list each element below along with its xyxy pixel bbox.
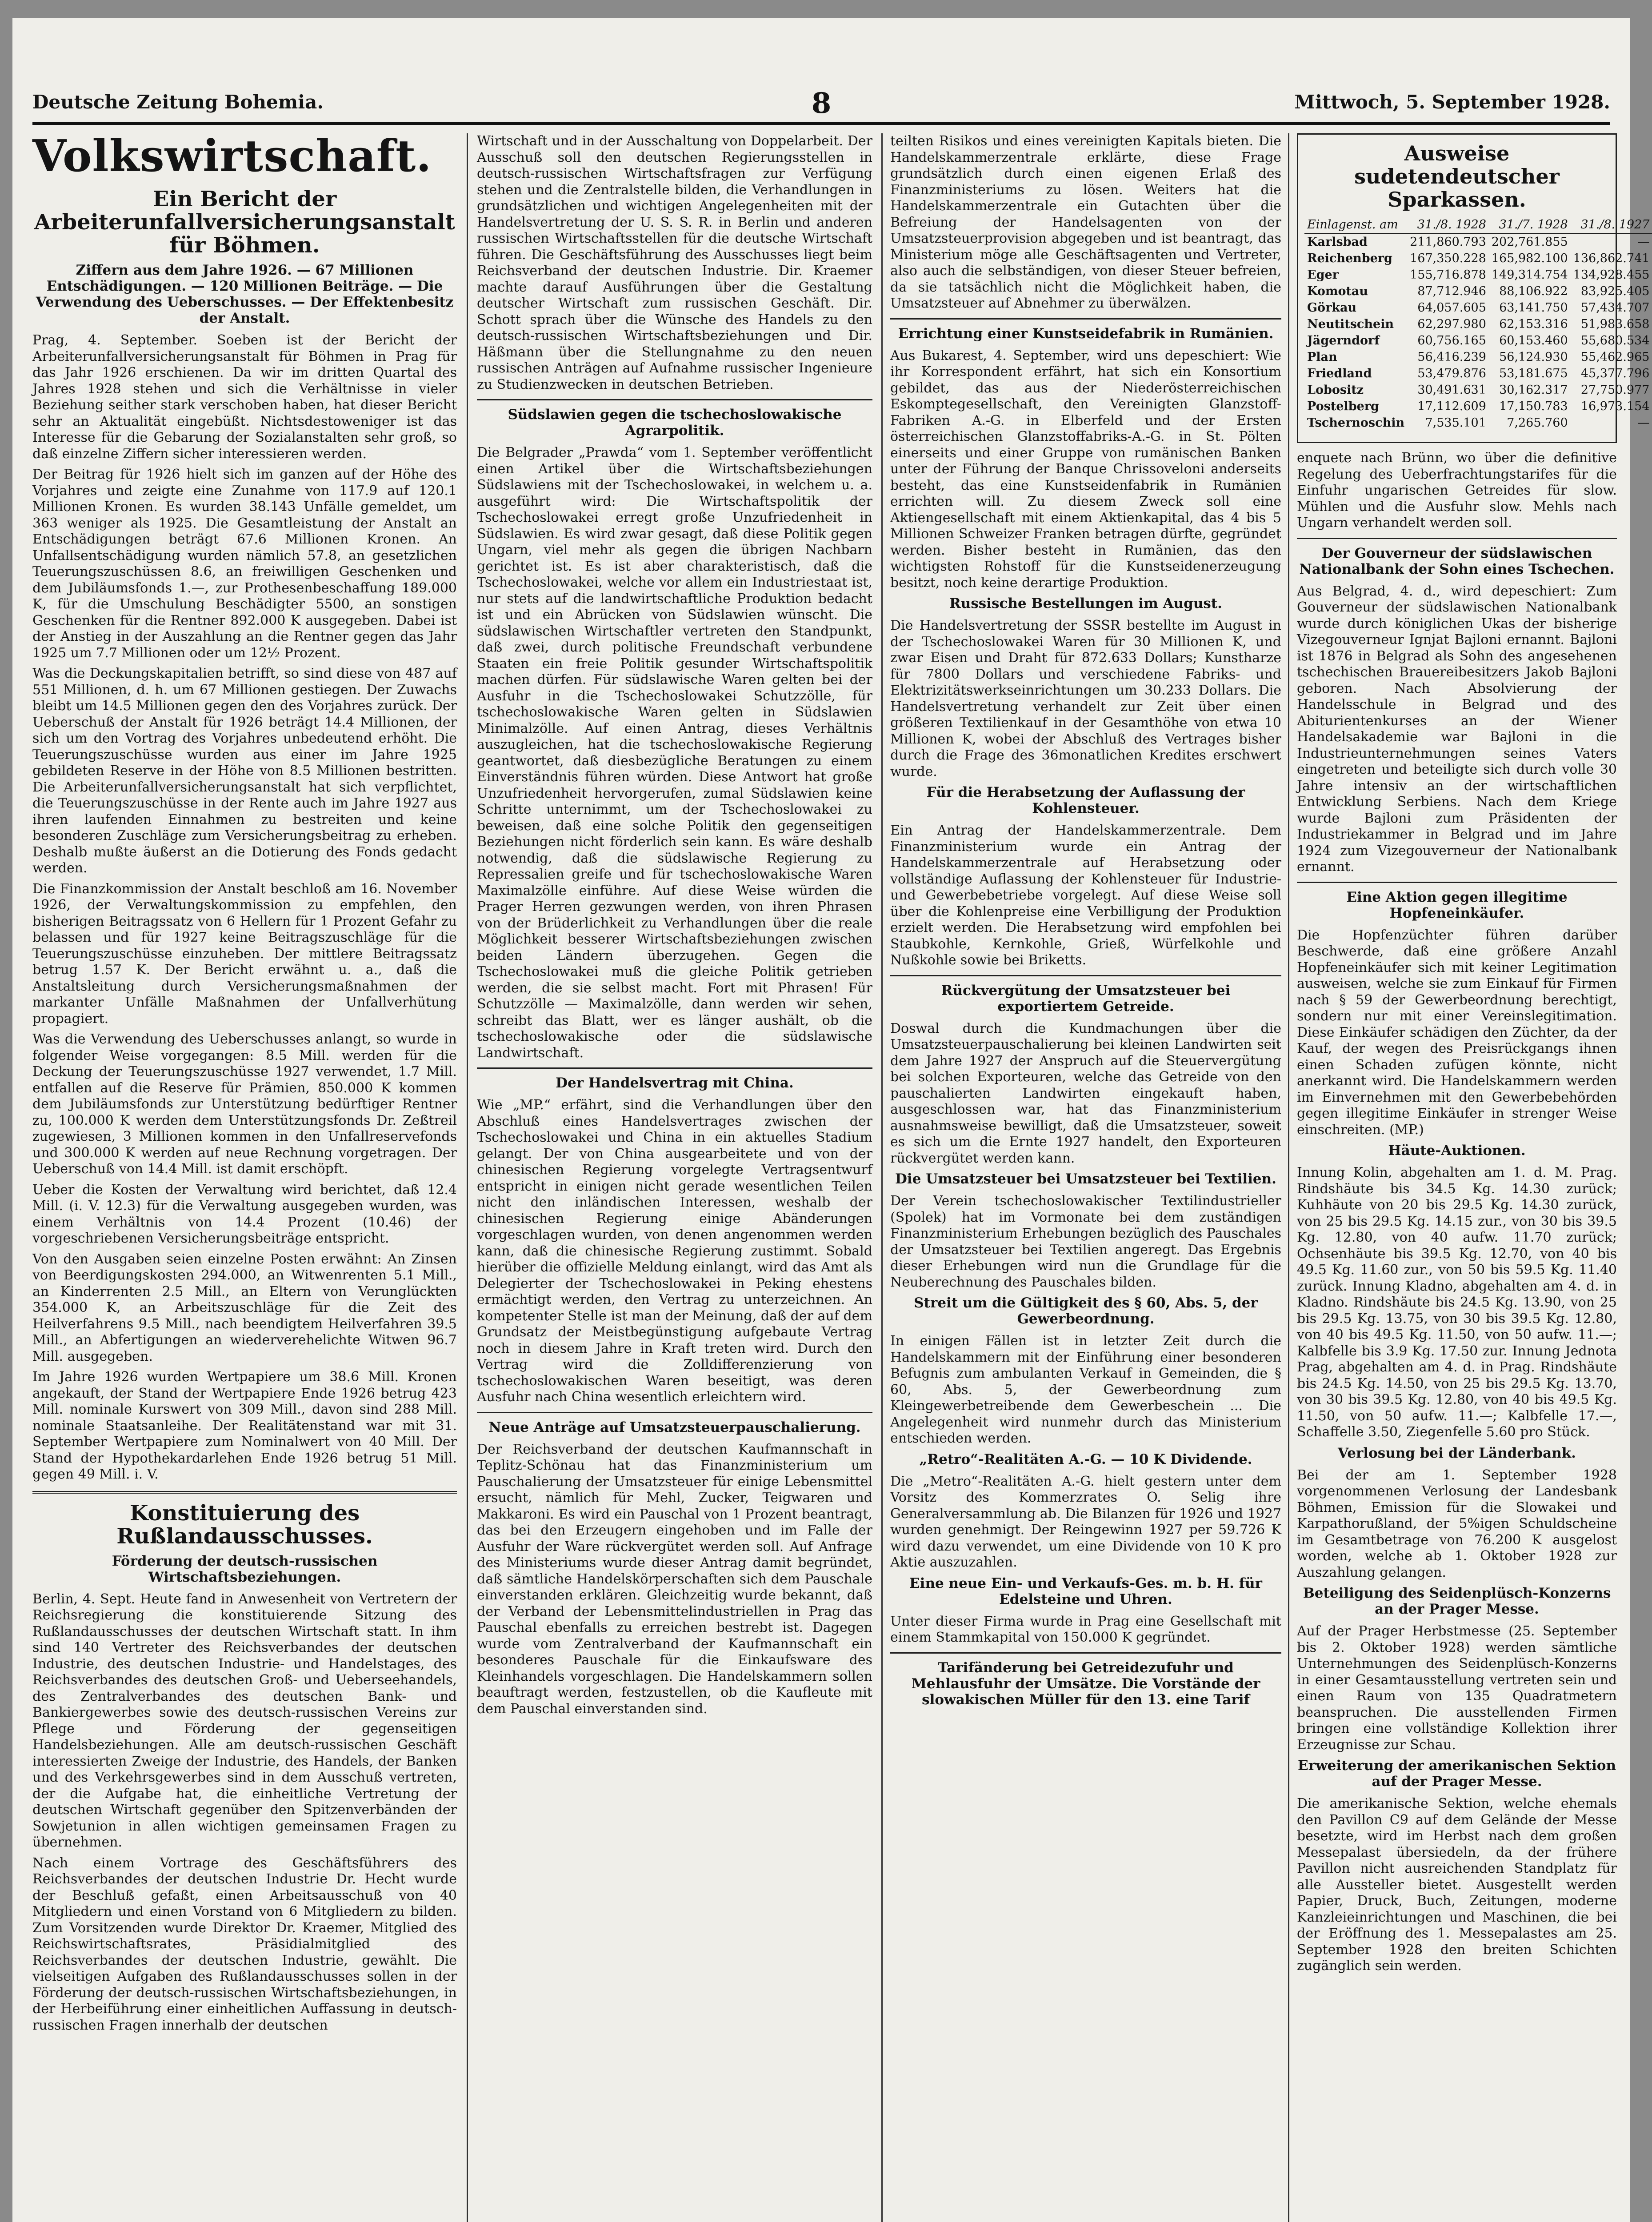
- article-paragraph: Die „Metro“-Realitäten A.-G. hielt gestern unter dem Vorsitz des Kommerzrates O. Selig ihre Generalversammlung ab. Die Bilanzen für 1926 und 1927 wurden genehmigt. Der Reingewinn 1927 per 59.726 K wird dazu verwendet, um eine Dividende von 10 K pro Aktie auszuzahlen.: [890, 1473, 1281, 1570]
- table-cell: 16,973.154: [1580, 400, 1650, 413]
- table-row: [1304, 415, 1652, 431]
- article-divider: [890, 318, 1281, 320]
- table-row: [1304, 316, 1652, 332]
- article-paragraph: Der Verein tschechoslowakischer Textilindustrieller (Spolek) hat im Vormonate bei dem zuständigen Finanzministerium Erhebungen bezüglich des Pauschales der Umsatzsteuer bei Textilien angeregt. Das Ergebnis dieser Erhebungen wird nun die Grundlage für die Neuberechnung des Pauschales bilden.: [890, 1193, 1281, 1290]
- table-cell: 62,297.980: [1417, 317, 1486, 331]
- article-paragraph: Was die Deckungskapitalien betrifft, so sind diese von 487 auf 551 Millionen, d. h. um 67 Millionen gestiegen. Der Zuwachs bleibt um 14.5 Millionen gegen den des Vorjahres zurück. Der Ueberschuß der Anstalt für 1926 beträgt 14.4 Millionen, der sich um den Vortrag des Vorjahres unbedeutend erhöht. Die Teuerungszuschüsse wurden aus einer im Jahre 1925 gebildeten Reserve in der Höhe von 8.5 Millionen bestritten. Die Arbeiterunfallversicherungsanstalt hat sich verpflichtet, die Teuerungszuschüsse in der Rente auch im Jahre 1927 aus ihren laufenden Einnahmen zu bestreiten und keine besonderen Zuschläge zum Versicherungsbeitrag zu erheben. Deshalb mußte äußerst an die Dotierung des Fonds gedacht werden.: [32, 666, 457, 876]
- article-paragraph: Ein Antrag der Handelskammerzentrale. Dem Finanzministerium wurde ein Antrag der Handelskammerzentrale auf Herabsetzung oder vollständige Auflassung der Kohlensteuer für Industrie- und Gewerbebetriebe vorgelegt. Auf diese Weise soll über die Kohlenpreise eine Verbilligung der Produktion erzielt werden. Die Herabsetzung wird empfohlen bei Staubkohle, Kernkohle, Grieß, Würfelkohle und Nußkohle sowie bei Briketts.: [890, 823, 1281, 968]
- article-paragraph: Von den Ausgaben seien einzelne Posten erwähnt: An Zinsen von Beerdigungskosten 294.000, an Witwenrenten 5.1 Mill., an Kinderrenten 2.5 Mill., an Eltern von Verunglückten 354.000 K, an Arbeitszuschläge für die Zeit des Heilverfahrens 9.5 Mill., nach beendigtem Heilverfahren 39.5 Mill., an Abfertigungen an wiederverehelichte Witwen 96.7 Mill. ausgegeben.: [32, 1251, 457, 1364]
- article-divider: [1297, 882, 1617, 883]
- column-3: [890, 133, 1281, 2222]
- table-cell: 83,925.405: [1580, 284, 1650, 298]
- table-cell: 27,750.977: [1580, 383, 1650, 397]
- table-row: [1304, 250, 1652, 267]
- article-headline: Südslawien gegen die tschechoslowakische Agrarpolitik.: [508, 407, 842, 439]
- article-headline: Verlosung bei der Länderbank.: [1338, 1445, 1576, 1461]
- table-cell: —: [1637, 235, 1650, 249]
- table-header-cell: 31./8. 1928: [1407, 216, 1489, 233]
- article-headline: Neue Anträge auf Umsatzsteuerpauschalierung.: [488, 1419, 861, 1435]
- article-paragraph: Wie „MP.“ erfährt, sind die Verhandlungen über den Abschluß eines Handelsvertrages zwischen der Tschechoslowakei und China in ein aktuelles Stadium gelangt. Der von China ausgearbeitete und von der chinesischen Regierung vorgelegte Vertragsentwurf entspricht in einigen nicht gerade wesentlichen Teilen nicht den inländischen Interessen, weshalb der chinesischen Regierung einige Abänderungen vorgeschlagen wurden, von denen angenommen werden kann, daß die chinesische Regierung zustimmt. Sobald hierüber die offizielle Meldung einlangt, wird das Amt als Delegierter der Tschechoslowakei in Peking ehestens ermächtigt werden, den Vertrag zu unterzeichnen. An kompetenter Stelle ist man der Meinung, daß der auf dem Grundsatz der Meistbegünstigung aufgebaute Vertrag noch in diesem Jahre in Kraft treten wird. Durch den Vertrag wird die Zolldifferenzierung von tschechoslowakischen Waren beseitigt, was deren Ausfuhr nach China wesentlich erleichtern wird.: [477, 1097, 872, 1405]
- article-divider: [477, 1067, 872, 1069]
- table-row: [1304, 382, 1652, 398]
- newspaper-page: [12, 18, 1650, 2222]
- table-title: Ausweise sudetendeutscher Sparkassen.: [1354, 141, 1560, 212]
- table-cell: 30,491.631: [1417, 383, 1486, 397]
- article-paragraph: Was die Verwendung des Ueberschusses anlangt, so wurde in folgender Weise vorgegangen: 8.5 Mill. werden für die Deckung der Teuerungszuschüsse 1927 verwendet, 1.7 Mill. entfallen auf die Reserve für Prämien, 850.000 K kommen dem Jubiläumsfonds zur Unterstützung bedürftiger Rentner zu, 100.000 K werden dem Unterstützungsfonds Dr. Zeßtreil zugewiesen, 3 Millionen kommen in den Unfallreservefonds und 300.000 K werden auf neue Rechnung vorgetragen. Der Ueberschuß von 14.4 Mill. ist damit erschöpft.: [32, 1031, 457, 1177]
- table-cell: 60,756.165: [1417, 334, 1486, 348]
- table-cell: Plan: [1307, 350, 1337, 364]
- table-cell: 87,712.946: [1417, 284, 1486, 298]
- article-divider: [477, 1412, 872, 1413]
- table-cell: 88,106.922: [1499, 284, 1568, 298]
- article-paragraph: Bei der am 1. September 1928 vorgenommenen Verlosung der Landesbank Böhmen, Emission für die Slowakei und Karpathorußland, der 5%igen Schuldscheine im Gesamtbetrage von 76.200 K ausgelost worden, welche ab 1. Oktober 1928 zur Auszahlung gelangen.: [1297, 1467, 1617, 1580]
- table-cell: 55,462.965: [1580, 350, 1650, 364]
- article-paragraph: Die amerikanische Sektion, welche ehemals den Pavillon C9 auf dem Gelände der Messe besetzte, wird im Herbst nach dem großen Messepalast übersiedeln, da der frühere Pavillon nicht ausreichenden Standplatz für alle Aussteller bietet. Ausgestellt werden Papier, Druck, Buch, Zeitungen, moderne Kanzleieinrichtungen und Maschinen, die bei der Eröffnung des 1. Messepalastes am 25. September 1928 den breiten Schichten zugänglich sein werden.: [1297, 1796, 1617, 1974]
- article-paragraph: Auf der Prager Herbstmesse (25. September bis 2. Oktober 1928) werden sämtliche Unternehmungen des Seidenplüsch-Konzerns in einer Gesamtausstellung vertreten sein und einen Raum von 135 Quadratmetern beanspruchen. Die ausstellenden Firmen bringen eine vollständige Kollektion ihrer Erzeugnisse zur Schau.: [1297, 1623, 1617, 1753]
- article-subheadline: Förderung der deutsch-russischen Wirtschaftsbeziehungen.: [112, 1553, 378, 1585]
- table-cell: Lobositz: [1307, 383, 1364, 397]
- table-cell: 167,350.228: [1410, 252, 1486, 265]
- column-2: [477, 133, 872, 2222]
- table-cell: Tschernoschin: [1307, 416, 1405, 430]
- masthead: [32, 87, 1610, 125]
- table-cell: 30,162.317: [1499, 383, 1568, 397]
- table-cell: 17,150.783: [1499, 400, 1568, 413]
- table-cell: 149,314.754: [1491, 268, 1568, 282]
- article-paragraph: Der Reichsverband der deutschen Kaufmannschaft in Teplitz-Schönau hat das Finanzministerium um Pauschalierung der Umsatzsteuer für einige Lebensmittel ersucht, nämlich für Mehl, Zucker, Teigwaren und Makkaroni. Es wird ein Pauschal von 1 Prozent beantragt, das bei den Erzeugern eingehoben und im Falle der Ausfuhr der Ware rückvergütet werden soll. Auf Anfrage des Ministeriums wurde dieser Antrag damit begründet, daß sämtliche Handelskörperschaften sich dem Pauschale einverstanden erklären. Gleichzeitig wurde bekannt, daß der Verband der Lebensmittelindustriellen in Prag das Pauschal ebenfalls zu erreichen bestrebt ist. Dagegen wurde vom Zentralverband der Kaufmannschaft ein besonderes Pauschale für die Einkaufsware des Kleinhandels vorgeschlagen. Die Handelskammern sollen beauftragt werden, festzustellen, ob die Kaufleute mit dem Pauschal einverstanden sind.: [477, 1441, 872, 1717]
- article-paragraph: Aus Bukarest, 4. September, wird uns depeschiert: Wie ihr Korrespondent erfährt, hat sich ein Konsortium gebildet, das aus der Niederösterreichischen Eskomptegesellschaft, den Vereinigten Glanzstoff-Fabriken A.-G. in Elberfeld und der Ersten österreichischen Glanzstoffabriks-A.-G. in St. Pölten einerseits und einer Gruppe von rumänischen Banken unter der Führung der Banque Chrissoveloni anderseits besteht, das eine Kunstseidenfabrik in Rumänien errichten will. Zu diesem Zweck soll eine Aktiengesellschaft mit einem Aktienkapital, das 4 bis 5 Millionen Schweizer Franken betragen dürfte, gegründet werden. Bisher besteht in Rumänien, das den wichtigsten Rohstoff für die Kunstseidenerzeugung besitzt, noch keine derartige Produktion.: [890, 348, 1281, 591]
- article-headline: Beteiligung des Seidenplüsch-Konzerns an der Prager Messe.: [1303, 1585, 1611, 1617]
- table-header-cell: Einlagenst. am: [1304, 216, 1407, 233]
- table-cell: Karlsbad: [1307, 235, 1368, 249]
- table-cell: 53,479.876: [1417, 367, 1486, 380]
- table-cell: 51,983.658: [1580, 317, 1650, 331]
- table-row: [1304, 332, 1652, 349]
- table-cell: 55,680.534: [1580, 334, 1650, 348]
- article-headline: Eine Aktion gegen illegitime Hopfeneinkäufer.: [1346, 889, 1568, 921]
- article-paragraph: Wirtschaft und in der Ausschaltung von Doppelarbeit. Der Ausschuß soll den deutschen Regierungsstellen in deutsch-russischen Wirtschaftsfragen zur Verfügung stehen und die Zentralstelle bilden, die Verhandlungen in grundsätzlichen und wichtigen Angelegenheiten mit der Handelsvertretung der U. S. S. R. in Berlin und anderen russischen Wirtschaftsstellen für die deutsche Wirtschaft führen. Die Geschäftsführung des Ausschusses liegt beim Reichsverband der deutschen Industrie. Dir. Kraemer machte darauf Ausführungen über die Gestaltung deutscher Wirtschaft zum russischen Geschäft. Dir. Schott sprach über die Wünsche des Handels zu den deutsch-russischen Wirtschaftsbeziehungen und Dir. Häßmann über die Stellungnahme zu den neuen russischen Anträgen auf Aufnahme russischer Ingenieure zu Studienzwecken in deutschen Betrieben.: [477, 133, 872, 392]
- savings-banks-box: [1297, 133, 1650, 443]
- article-headline: Für die Herabsetzung der Auflassung der Kohlensteuer.: [926, 784, 1245, 816]
- table-cell: 63,141.750: [1499, 301, 1568, 315]
- table-cell: Jägerndorf: [1307, 334, 1380, 348]
- table-cell: 202,761.855: [1491, 235, 1568, 249]
- section-rubric: Volkswirtschaft.: [32, 131, 432, 182]
- table-cell: Reichenberg: [1307, 252, 1392, 265]
- article-paragraph: Die Handelsvertretung der SSSR bestellte im August in der Tschechoslowakei Waren für 30 Millionen K, und zwar Eisen und Draht für 872.633 Dollars; Kunstharze für 7800 Dollars und verschiedene Fabriks- und Elektrizitätswerkseinrichtungen um 30.233 Dollars. Die Handelsvertretung verhandelt zur Zeit über einen größeren Textilienkauf in der Gesamthöhe von etwa 10 Millionen K, wobei der Abschluß des Vertrages bisher durch die Frage des 36monatlichen Kredites erschwert wurde.: [890, 618, 1281, 779]
- article-divider: [477, 399, 872, 400]
- article-divider: [890, 975, 1281, 976]
- article-headline: Die Umsatzsteuer bei Umsatzsteuer bei Textilien.: [895, 1171, 1276, 1187]
- table-row: [1304, 300, 1652, 316]
- article-headline: Ein Bericht der Arbeiterunfallversicherungsanstalt für Böhmen.: [34, 187, 455, 258]
- article-paragraph: Unter dieser Firma wurde in Prag eine Gesellschaft mit einem Stammkapital von 150.000 K gegründet.: [890, 1613, 1281, 1645]
- table-row: [1304, 233, 1652, 250]
- table-cell: 165,982.100: [1491, 252, 1568, 265]
- column-rule: [467, 133, 468, 2222]
- article-paragraph: Nach einem Vortrage des Geschäftsführers des Reichsverbandes der deutschen Industrie Dr. Hecht wurde der Beschluß gefaßt, einen Arbeitsausschuß von 40 Mitgliedern und einen Vorstand von 6 Mitgliedern zu bilden. Zum Vorsitzenden wurde Direktor Dr. Kraemer, Mitglied des Reichswirtschaftsrates, Präsidialmitglied des Reichsverbandes der deutschen Industrie, gewählt. Die vielseitigen Aufgaben des Rußlandausschusses sollen in der Förderung der deutsch-russischen Wirtschaftsbeziehungen, in der Herbeiführung einer einheitlichen Auffassung in deutsch-russischen Fragen innerhalb der deutschen: [32, 1855, 457, 2033]
- table-cell: 56,416.239: [1417, 350, 1486, 364]
- article-paragraph: In einigen Fällen ist in letzter Zeit durch die Handelskammern mit der Einführung einer besonderen Befugnis zum ambulanten Verkauf in Gemeinden, die § 60, Abs. 5, der Gewerbeordnung zum Kleingewerbetreibende dem Gewerbeschein ... Die Angelegenheit wird nunmehr durch das Ministerium entschieden werden.: [890, 1333, 1281, 1446]
- table-cell: —: [1637, 416, 1650, 430]
- article-paragraph: Innung Kolin, abgehalten am 1. d. M. Prag. Rindshäute bis 34.5 Kg. 14.30 zurück; Kuhhäute von 20 bis 29.5 Kg. 14.30 zurück, von 25 bis 29.5 Kg. 14.15 zur., von 30 bis 39.5 Kg. 12.80, von 40 aufw. 11.70 zurück; Ochsenhäute bis 39.5 Kg. 12.70, von 40 bis 49.5 Kg. 11.60 zur., von 50 bis 59.5 Kg. 11.40 zurück. Innung Kladno, abgehalten am 4. d. in Kladno. Rindshäute bis 24.5 Kg. 13.90, von 25 bis 29.5 Kg. 13.75, von 30 bis 39.5 Kg. 12.80, von 40 bis 49.5 Kg. 11.50, von 50 aufw. 11.—; Kalbfelle bis 3.9 Kg. 17.50 zur. Innung Jednota Prag, abgehalten am 4. d. in Prag. Rindshäute bis 24.5 Kg. 14.50, von 25 bis 29.5 Kg. 13.70, von 30 bis 39.5 Kg. 12.80, von 40 bis 49.5 Kg. 11.50, von 50 aufw. 11.—; Kalbfelle 17.—, Schaffelle 3.50, Ziegenfelle 5.60 pro Stück.: [1297, 1165, 1617, 1440]
- article-paragraph: Im Jahre 1926 wurden Wertpapiere um 38.6 Mill. Kronen angekauft, der Stand der Wertpapiere Ende 1926 betrug 423 Mill. nominale Kurswert von 309 Mill., davon sind 288 Mill. nominale Staatsanleihe. Der Realitätenstand war mit 31. September Wertpapiere zum Nominalwert von 40 Mill. Der Stand der Hypothekardarlehen Ende 1926 betrug 51 Mill. gegen 49 Mill. i. V.: [32, 1369, 457, 1482]
- table-row: [1304, 283, 1652, 300]
- issue-date: Mittwoch, 5. September 1928.: [1294, 91, 1610, 113]
- article-paragraph: Die Belgrader „Prawda“ vom 1. September veröffentlicht einen Artikel über die Wirtschaftsbeziehungen Südslawiens mit der Tschechoslowakei, in welchem u. a. ausgeführt wird: Die Wirtschaftspolitik der Tschechoslowakei erregt große Unzufriedenheit in Südslawien. Es wird zwar gesagt, daß diese Politik gegen Ungarn, viel mehr als gegen die übrigen Nachbarn gerichtet ist. Es ist aber charakteristisch, daß die Tschechoslowakei, welche vor allem ein Industriestaat ist, nur stets auf die landwirtschaftliche Produktion bedacht ist und ein Abrücken von Südslawien wünscht. Die südslawischen Wirtschaftler vertreten den Standpunkt, daß zwei, durch politische Freundschaft verbundene Staaten ein freie Politik gesunder Wirtschaftspolitik machen dürfen. Für südslawische Waren gelten bei der Ausfuhr in die Tschechoslowakei Schutzzölle, für tschechoslowakische Waren gelten in Südslawien Minimalzölle. Auf einen Antrag, dieses Verhältnis auszugleichen, hat die tschechoslowakische Regierung geantwortet, daß diesbezügliche Beratungen zu einem Einverständnis führen würden. Diese Antwort hat große Unzufriedenheit hervorgerufen, zumal Südslawien keine Schritte unternimmt, um der Tschechoslowakei zu beweisen, daß eine solche Politik den gegenseitigen Beziehungen nicht förderlich sein kann. Es wäre deshalb notwendig, daß die südslawische Regierung zu Repressalien greife und für tschechoslowakische Waren Maximalzölle einführe. Auf diese Weise würden die Prager Herren gezwungen werden, von ihren Phrasen von der Brüderlichkeit zu Verhandlungen über die reale Möglichkeit besserer Wirtschaftsbeziehungen zwischen beiden Ländern überzugehen. Gegen die Tschechoslowakei muß die gleiche Politik getrieben werden, die sie selbst macht. Fort mit Phrasen! Für Schutzzölle — Maximalzölle, dann werden wir sehen, schreibt das Blatt, wer es länger aushält, ob die tschechoslowakische oder die südslawische Landwirtschaft.: [477, 445, 872, 1061]
- table-cell: 57,434.707: [1580, 301, 1650, 315]
- column-rule: [1288, 133, 1289, 2222]
- article-headline: Errichtung einer Kunstseidefabrik in Rumänien.: [898, 325, 1274, 342]
- article-headline: Tarifänderung bei Getreidezufuhr und Mehlausfuhr der Umsätze. Die Vorstände der slowakischen Müller für den 13. eine Tarif: [911, 1659, 1260, 1708]
- article-headline: Rückvergütung der Umsatzsteuer bei exportiertem Getreide.: [941, 982, 1231, 1015]
- paper-name: Deutsche Zeitung Bohemia.: [32, 91, 324, 113]
- table-cell: 7,535.101: [1425, 416, 1486, 430]
- article-paragraph: Die Finanzkommission der Anstalt beschloß am 16. November 1926, der Verwaltungskommission zu empfehlen, den bisherigen Beitragssatz von 6 Hellern für 1 Prozent Gefahr zu belassen und für 1927 keine Beitragszuschläge für die Teuerungszuschüsse einzuheben. Der mittlere Beitragssatz betrug 1.57 K. Der Bericht erwähnt u. a., daß die Anstaltsleitung durch Versicherungsmaßnahmen der markanter Unfälle Maßnahmen der Unfallverhütung propagiert.: [32, 881, 457, 1027]
- article-headline: Russische Bestellungen im August.: [949, 595, 1222, 611]
- table-cell: 136,862.741: [1573, 252, 1650, 265]
- table-cell: 134,928.455: [1573, 268, 1650, 282]
- table-header-cell: 31./7. 1928: [1489, 216, 1571, 233]
- article-divider: [890, 1652, 1281, 1654]
- table-cell: 53,181.675: [1499, 367, 1568, 380]
- article-paragraph: Aus Belgrad, 4. d., wird depeschiert: Zum Gouverneur der südslawischen Nationalbank wurde durch königlichen Ukas der bisherige Vizegouverneur Ignjat Bajloni ernannt. Bajloni ist 1876 in Belgrad als Sohn des angesehenen tschechischen Brauereibesitzers Jakob Bajloni geboren. Nach Absolvierung der Handelsschule in Belgrad und des Abiturientenkurses an der Wiener Handelsakademie war Bajloni in die Industrieunternehmungen seines Vaters eingetreten und beteiligte sich durch volle 30 Jahre intensiv an der wirtschaftlichen Entwicklung Serbiens. Nach dem Kriege wurde Bajloni zum Präsidenten der Industriekammer in Belgrad und im Jahre 1924 zum Vizegouverneur der Nationalbank ernannt.: [1297, 583, 1617, 875]
- page-number: 8: [811, 87, 832, 120]
- article-paragraph: Prag, 4. September. Soeben ist der Bericht der Arbeiterunfallversicherungsanstalt für Böhmen in Prag für das Jahr 1926 erschienen. Da wir im dritten Quartal des Jahres 1928 stehen und sich die Verhältnisse in vieler Beziehung seither stark verschoben haben, hat dieser Bericht sehr an Aktualität eingebüßt. Nichtsdestoweniger ist das Interesse für die Gebarung der Sozialanstalten sehr groß, so daß einzelne Ziffern sicher interessieren werden.: [32, 332, 457, 462]
- table-cell: Neutitschein: [1307, 317, 1394, 331]
- article-divider: [32, 1491, 457, 1494]
- article-headline: Eine neue Ein- und Verkaufs-Ges. m. b. H. für Edelsteine und Uhren.: [909, 1575, 1262, 1607]
- savings-table: [1304, 216, 1652, 431]
- article-paragraph: Ueber die Kosten der Verwaltung wird berichtet, daß 12.4 Mill. (i. V. 12.3) für die Verwaltung ausgegeben wurden, was einem Verhältnis von 14.4 Prozent (10.46) der vorgeschriebenen Versicherungsbeiträge entspricht.: [32, 1182, 457, 1246]
- table-cell: 62,153.316: [1499, 317, 1568, 331]
- table-cell: 45,377.796: [1580, 367, 1650, 380]
- article-paragraph: Berlin, 4. Sept. Heute fand in Anwesenheit von Vertretern der Reichsregierung die konstituierende Sitzung des Rußlandausschusses der deutschen Wirtschaft statt. In ihm sind 140 Vertreter des Reichsverbandes der deutschen Industrie, des deutschen Industrie- und Handelstages, des Reichsverbandes des deutschen Groß- und Ueberseehandels, des Zentralverbandes des deutschen Bank- und Bankiergewerbes sowie des deutsch-russischen Vereins zur Pflege und Förderung der gegenseitigen Handelsbeziehungen. Alle am deutsch-russischen Geschäft interessierten Zweige der Industrie, des Handels, der Banken und des Verkehrsgewerbes sind in dem Ausschuß vertreten, der die Aufgabe hat, die einheitliche Vertretung der deutschen Wirtschaft gegenüber den Spitzenverbänden der Sowjetunion in allen wichtigen gemeinsamen Fragen zu übernehmen.: [32, 1591, 457, 1850]
- column-rule: [881, 133, 883, 2222]
- table-cell: 64,057.605: [1417, 301, 1486, 315]
- table-cell: 60,153.460: [1499, 334, 1568, 348]
- article-headline: Der Gouverneur der südslawischen Nationalbank der Sohn eines Tschechen.: [1299, 545, 1615, 577]
- article-headline: Streit um die Gültigkeit des § 60, Abs. 5, der Gewerbeordnung.: [914, 1295, 1258, 1327]
- article-paragraph: Die Hopfenzüchter führen darüber Beschwerde, daß eine größere Anzahl Hopfeneinkäufer sich mit keiner Legitimation ausweisen, welche sie zum Einkauf für Firmen nach § 59 der Gewerbeordnung berechtigt, sondern nur mit einer Vereinslegitimation. Diese Einkäufer schädigen den Züchter, da der Kauf, der wegen des Preisrückgangs ihnen einen Schaden zufügen könnte, nicht anerkannt wird. Die Handelskammern werden im Einvernehmen mit den Gewerbebehörden gegen illegitime Einkäufer in strenger Weise einschreiten. (MP.): [1297, 927, 1617, 1138]
- article-paragraph: Der Beitrag für 1926 hielt sich im ganzen auf der Höhe des Vorjahres und zeigte eine Zunahme von 117.9 auf 120.1 Millionen Kronen. Es wurden 38.143 Unfälle gemeldet, um 363 weniger als 1925. Die Gesamtleistung der Anstalt an Entschädigungen beträgt 67.6 Millionen Kronen. An Unfallsentschädigung wurden nämlich 57.8, an gesetzlichen Teuerungszuschüssen 8.6, an freiwilligen Geschenken und dem Jubiläumsfonds 1.—, zur Prothesenbeschaffung 189.000 K, für die Umschulung Beschädigter 5500, an sonstigen Geschenken für die Rentner 892.000 K ausgegeben. Dabei ist der Anstieg in der Auszahlung an die Rentner gegen das Jahr 1925 um 7.7 Millionen oder um 12½ Prozent.: [32, 467, 457, 661]
- article-headline: Erweiterung der amerikanischen Sektion auf der Prager Messe.: [1297, 1758, 1616, 1790]
- table-header-cell: 31./8. 1927: [1571, 216, 1652, 233]
- table-row: [1304, 365, 1652, 382]
- table-cell: 7,265.760: [1507, 416, 1568, 430]
- article-paragraph: teilten Risikos und eines vereinigten Kapitals bieten. Die Handelskammerzentrale erklärte, diese Frage grundsätzlich durch einen eigenen Erlaß des Finanzministeriums zu lösen. Weiters hat die Handelskammerzentrale ein Gutachten über die Befreiung der Handelsagenten von der Umsatzsteuerprovision abgegeben und ist beantragt, das Ministerium möge alle Geschäftsagenten und Vertreter, also auch die selbständigen, von dieser Steuer befreien, da sie tatsächlich nicht die Möglichkeit haben, die Umsatzsteuer auf Abnehmer zu überwälzen.: [890, 133, 1281, 311]
- article-paragraph: Doswal durch die Kundmachungen über die Umsatzsteuerpauschalierung bei kleinen Landwirten seit dem Jahre 1927 der Anspruch auf die Steuervergütung bei solchen Exporteuren, welche das Getreide von den pauschalierten Landwirten eingekauft haben, ausgeschlossen war, hat das Finanzministerium ausnahmsweise bewilligt, daß die Umsatzsteuer, soweit es sich um die Ernte 1927 handelt, den Exporteuren rückvergütet werden kann.: [890, 1020, 1281, 1166]
- article-paragraph: enquete nach Brünn, wo über die definitive Regelung des Ueberfrachtungstarifes für die Einfuhr ungarischen Getreides für slow. Mühlen und die Ausfuhr slow. Mehls nach Ungarn verhandelt werden soll.: [1297, 450, 1617, 531]
- table-cell: Postelberg: [1307, 400, 1379, 413]
- article-headline: Konstituierung des Rußlandausschusses.: [116, 1500, 373, 1549]
- table-cell: 155,716.878: [1410, 268, 1486, 282]
- table-cell: 56,124.930: [1499, 350, 1568, 364]
- article-headline: Der Handelsvertrag mit China.: [556, 1075, 794, 1091]
- column-1: [32, 133, 457, 2222]
- table-cell: Friedland: [1307, 367, 1372, 380]
- table-cell: Komotau: [1307, 284, 1368, 298]
- column-4: [1297, 133, 1650, 2222]
- table-row: [1304, 398, 1652, 415]
- table-cell: 211,860.793: [1410, 235, 1486, 249]
- article-divider: [1297, 538, 1617, 539]
- article-subheadline: Ziffern aus dem Jahre 1926. — 67 Millionen Entschädigungen. — 120 Millionen Beiträge. — Die Verwendung des Ueberschusses. — Der Effektenbesitz der Anstalt.: [36, 262, 454, 326]
- table-header-row: [1304, 216, 1652, 233]
- table-row: [1304, 349, 1652, 365]
- table-cell: Görkau: [1307, 301, 1357, 315]
- article-headline: „Retro“-Realitäten A.-G. — 10 K Dividende.: [919, 1451, 1252, 1467]
- table-row: [1304, 267, 1652, 283]
- article-headline: Häute-Auktionen.: [1388, 1143, 1526, 1159]
- table-cell: 17,112.609: [1417, 400, 1486, 413]
- table-cell: Eger: [1307, 268, 1339, 282]
